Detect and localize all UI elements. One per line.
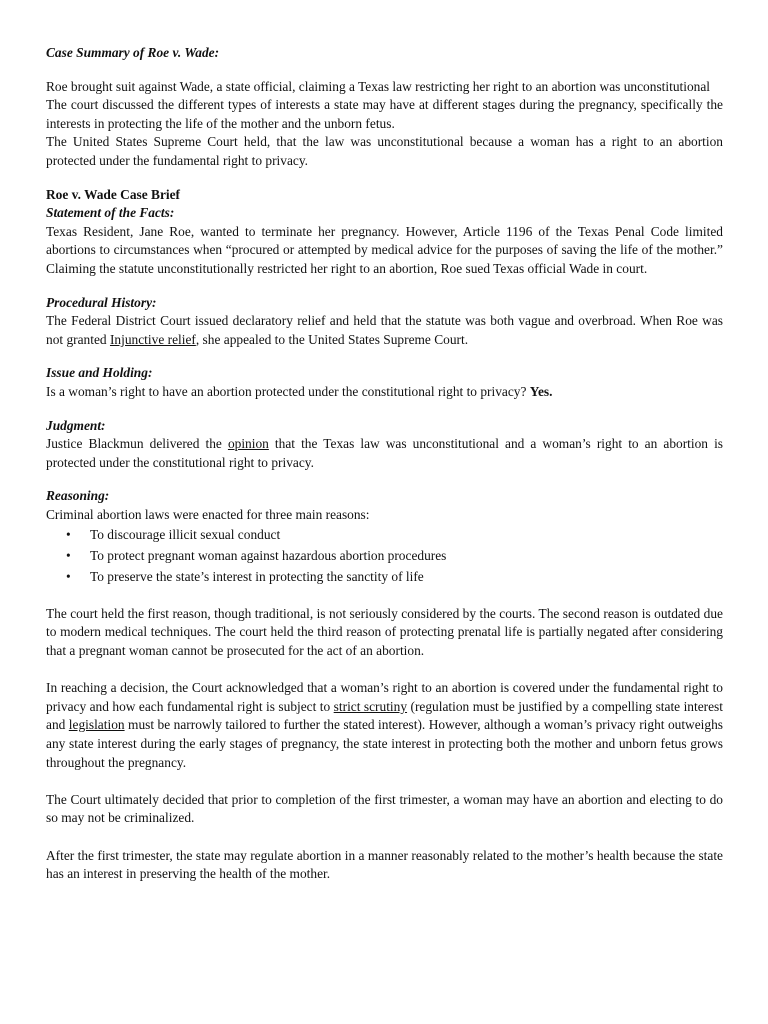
facts-paragraph: Texas Resident, Jane Roe, wanted to terminate her pregnancy. However, Article 1196 of the Texas Penal Code limited abortions to circumstances when “procured or attempted by medical advice for the purposes of saving the life of the mother.” Claiming the statute unconstitutionally restricted her right to an abortion, Roe sued Texas official Wade in court. xyxy=(46,223,723,276)
after-first-trimester-paragraph: After the first trimester, the state may regulate abortion in a manner reasonably related to the mother’s health because the state has an interest in preserving the health of the mother. xyxy=(46,847,723,882)
reasoning-intro: Criminal abortion laws were enacted for three main reasons: xyxy=(46,506,370,522)
document-page xyxy=(46,44,723,884)
reasoning-heading: Reasoning: xyxy=(46,488,110,504)
decision-text-1: In reaching a decision, the Court acknowledged that a woman’s right to an abortion is covered under the fundamental right to privacy and how each fundamental right is subject to xyxy=(46,680,723,714)
legislation-link[interactable]: legislation xyxy=(68,717,125,733)
list-item: • To discourage illicit sexual conduct xyxy=(90,526,723,545)
list-item: • To preserve the state’s interest in protecting the sanctity of life xyxy=(90,568,723,587)
issue-heading: Issue and Holding: xyxy=(46,365,153,381)
issue-answer: Yes. xyxy=(529,383,553,399)
summary-paragraph-2: The court discussed the different types of interests a state may have at different stages during the pregnancy, specifically the interests in protecting the life of the mother and the unborn fetus. xyxy=(46,97,723,131)
judgment-heading: Judgment: xyxy=(46,417,106,433)
procedural-text-start: The Federal District Court issued declaratory relief and held that the statute was both vague and overbroad. When Roe was not granted xyxy=(46,313,723,347)
decision-text-2: (regulation must be justified by a compelling state interest and xyxy=(46,698,723,733)
court-reasons-paragraph: The court held the first reason, though traditional, is not seriously considered by the courts. The second reason is outdated due to modern medical techniques. The court held the third reason of protecting prenatal life is partially negated after considering that a pregnant woman cannot be prosecuted for the act of an abortion. xyxy=(46,605,723,659)
decision-paragraph xyxy=(46,679,723,772)
reasons-list xyxy=(46,526,723,586)
opinion-link[interactable]: opinion xyxy=(227,436,269,452)
procedural-heading: Procedural History: xyxy=(46,294,157,310)
first-trimester-paragraph: The Court ultimately decided that prior to completion of the first trimester, a woman may have an abortion and electing to do so may not be criminalized. xyxy=(46,791,723,826)
judgment-paragraph xyxy=(46,435,723,472)
facts-heading: Statement of the Facts: xyxy=(46,205,175,221)
summary-paragraph-3: The United States Supreme Court held, that the law was unconstitutional because a woman has a right to an abortion protected under the fundamental right to privacy. xyxy=(46,134,723,168)
summary-heading: Case Summary of Roe v. Wade: xyxy=(46,45,220,60)
summary-paragraph-1: Roe brought suit against Wade, a state official, claiming a Texas law restricting her right to an abortion was unconstitutional xyxy=(46,78,711,94)
judgment-text-start: Justice Blackmun delivered the xyxy=(46,436,228,452)
issue-paragraph xyxy=(46,383,723,402)
procedural-paragraph xyxy=(46,312,723,349)
procedural-text-end: , she appealed to the United States Supreme Court. xyxy=(195,331,469,347)
brief-title: Roe v. Wade Case Brief xyxy=(46,186,181,202)
judgment-text-end: that the Texas law was unconstitutional and a woman’s right to an abortion is protected under the constitutional right to privacy. xyxy=(46,436,723,470)
strict-scrutiny-link[interactable]: strict scrutiny xyxy=(333,698,408,714)
list-item: • To protect pregnant woman against hazardous abortion procedures xyxy=(90,547,723,566)
issue-question: Is a woman’s right to have an abortion protected under the constitutional right to privacy? xyxy=(46,383,530,399)
injunctive-relief-link[interactable]: Injunctive relief xyxy=(109,331,196,347)
decision-text-3: must be narrowly tailored to further the stated interest). However, although a woman’s privacy right outweighs any state interest during the early stages of pregnancy, the state interest in protecting both the mother and unborn fetus grows throughout the pregnancy. xyxy=(46,717,723,770)
